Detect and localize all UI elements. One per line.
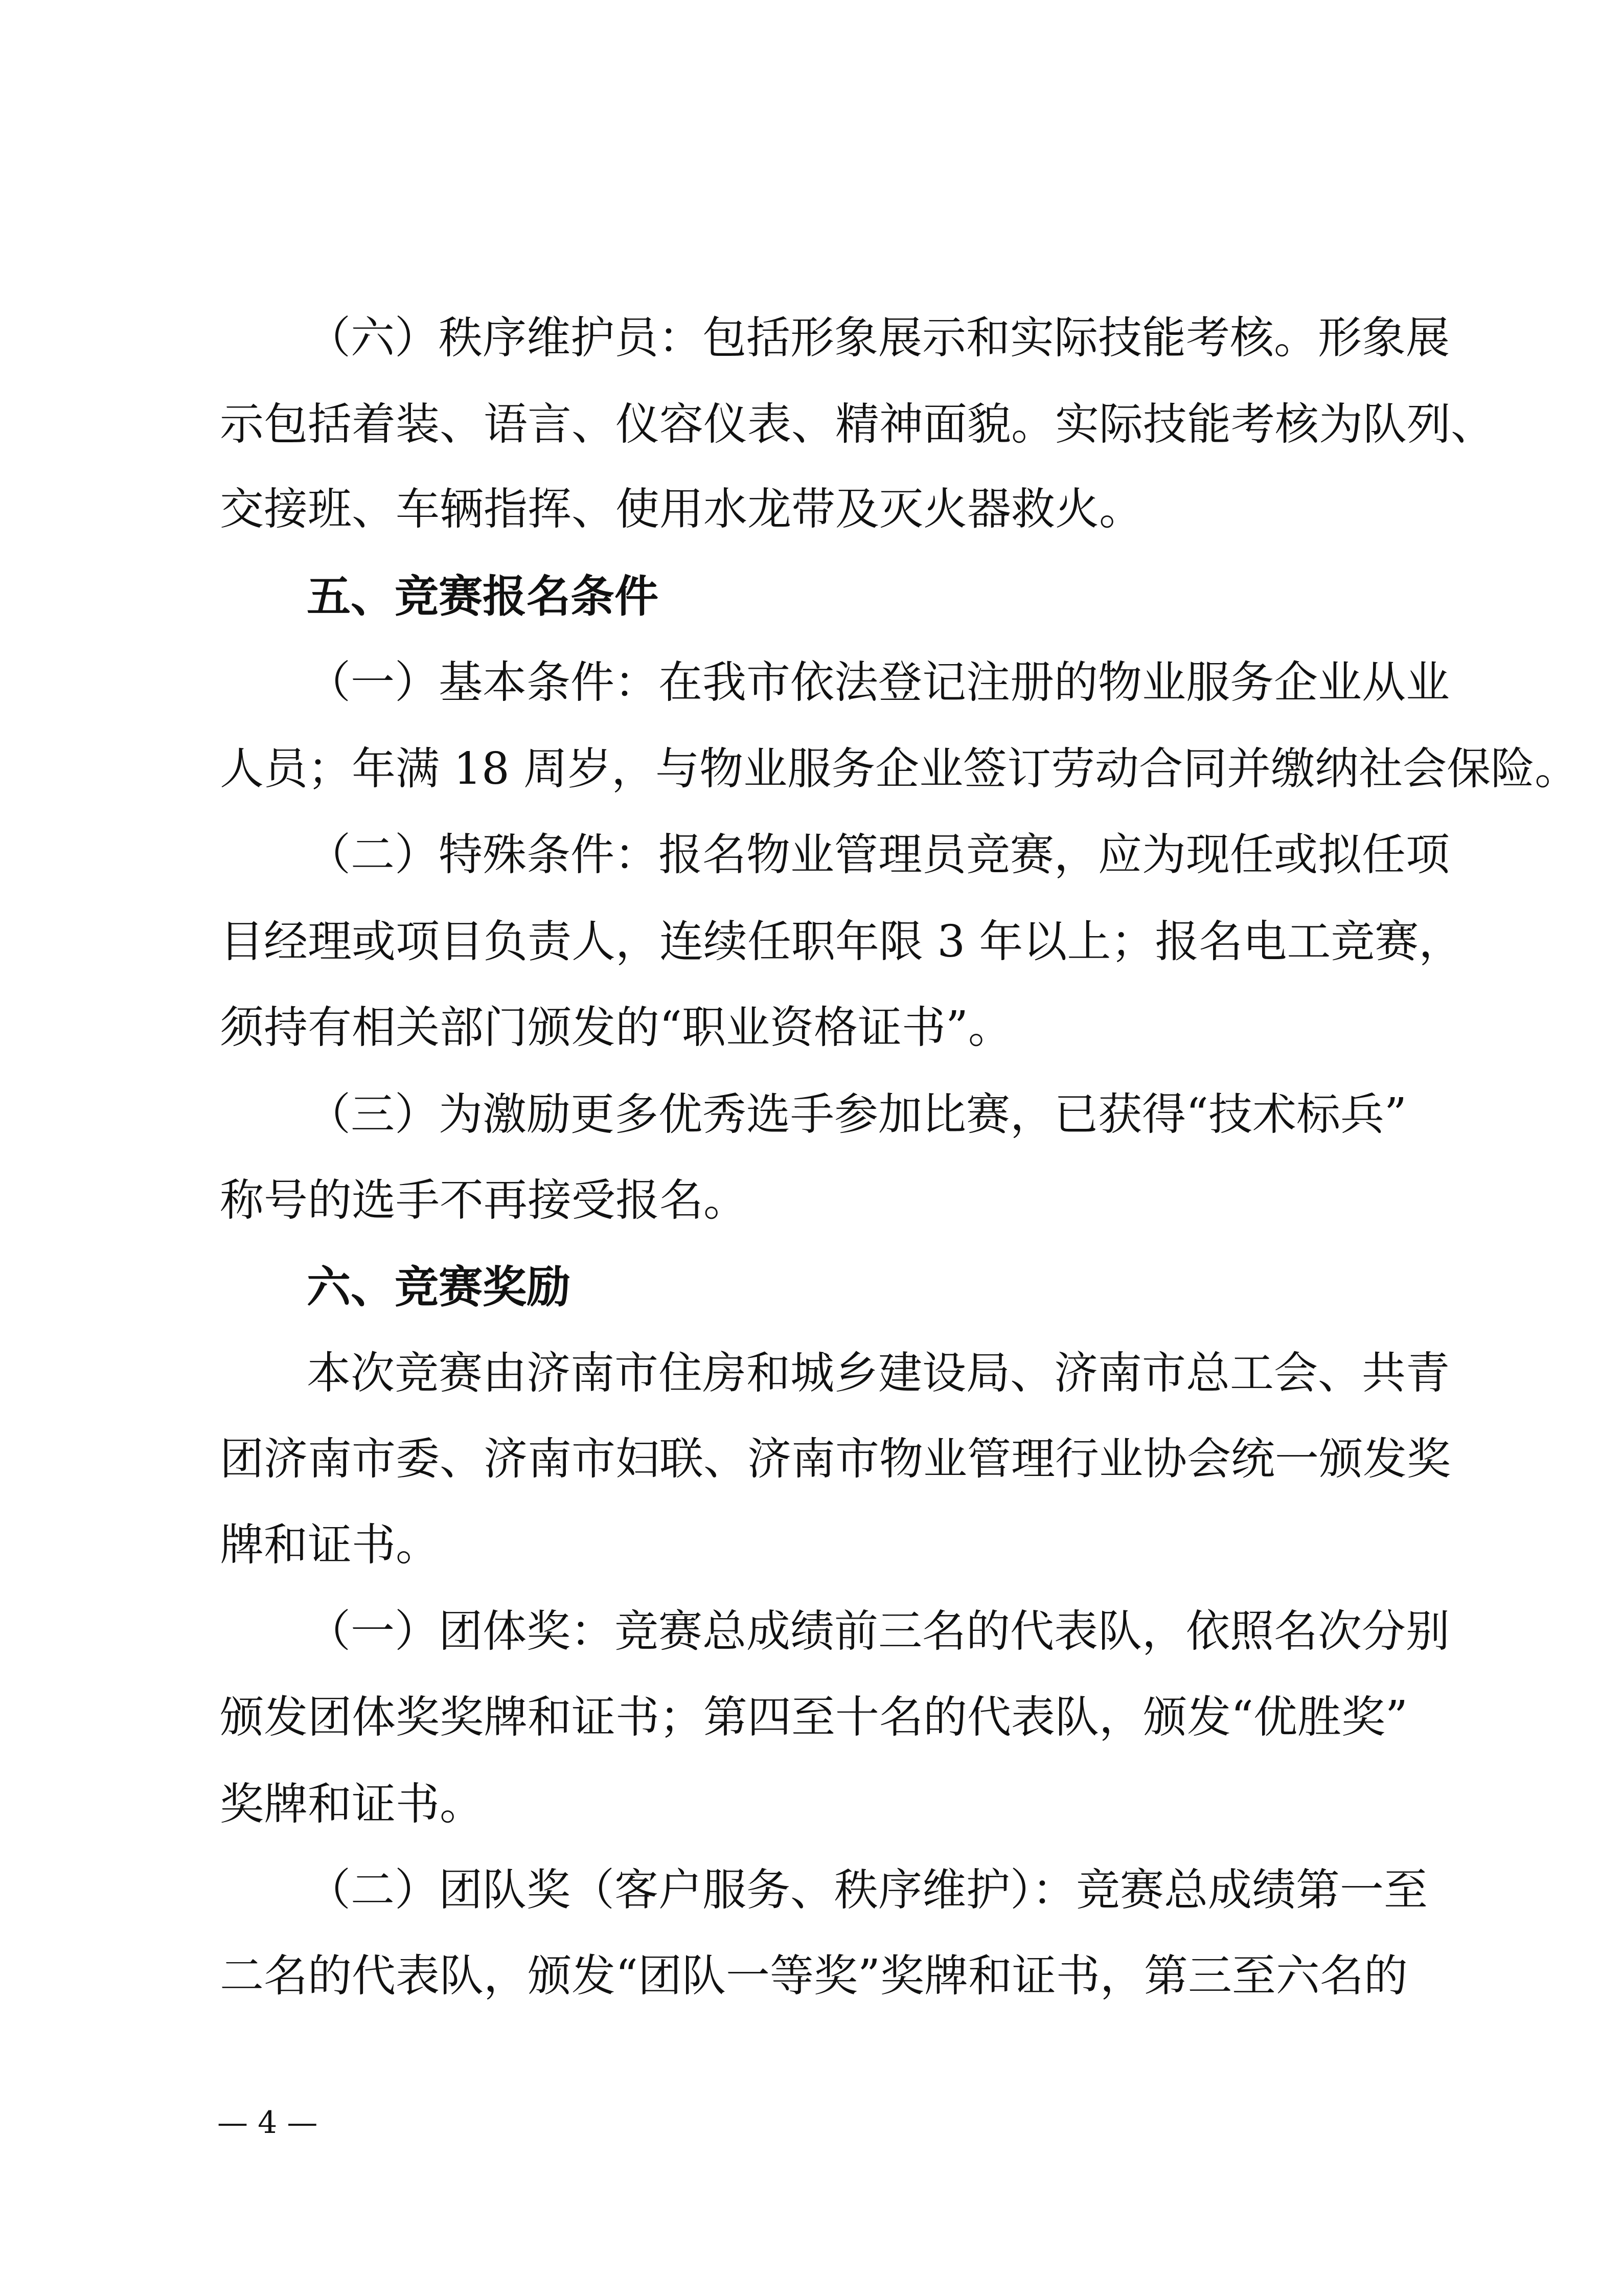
text-line: 二名的代表队，颁发“团队一等奖”奖牌和证书，第三至六名的: [220, 1950, 1408, 2002]
paragraph-group-award: （一）团体奖：竞赛总成绩前三名的代表队，依照名次分别: [307, 1606, 1450, 1657]
text-line: 颁发团体奖奖牌和证书；第四至十名的代表队，颁发“优胜奖”: [220, 1692, 1408, 1743]
paragraph-special-conditions: （二）特殊条件：报名物业管理员竞赛，应为现任或拟任项: [307, 829, 1450, 880]
text-line: 称号的选手不再接受报名。: [220, 1175, 747, 1226]
paragraph-awards-intro: 本次竞赛由济南市住房和城乡建设局、济南市总工会、共青: [307, 1348, 1450, 1399]
text-line: 人员；年满 18 周岁，与物业服务企业签订劳动合同并缴纳社会保险。: [220, 743, 1579, 794]
text-line: 须持有相关部门颁发的“职业资格证书”。: [220, 1002, 1012, 1053]
paragraph-team-award: （二）团队奖（客户服务、秩序维护）：竞赛总成绩第一至: [307, 1865, 1428, 1916]
paragraph-incentive: （三）为激励更多优秀选手参加比赛，已获得“技术标兵”: [307, 1089, 1407, 1140]
paragraph-six-order-maintenance: （六）秩序维护员：包括形象展示和实际技能考核。形象展: [307, 312, 1450, 363]
text-line: 示包括着装、语言、仪容仪表、精神面貌。实际技能考核为队列、: [220, 399, 1495, 450]
text-line: 奖牌和证书。: [220, 1779, 484, 1830]
text-line: 目经理或项目负责人，连续任职年限 3 年以上；报名电工竞赛，: [220, 916, 1463, 967]
page-number: — 4 —: [217, 2105, 318, 2141]
section-heading-registration: 五、竞赛报名条件: [307, 571, 658, 622]
section-heading-awards: 六、竞赛奖励: [307, 1262, 570, 1313]
text-line: 牌和证书。: [220, 1519, 440, 1571]
paragraph-basic-conditions: （一）基本条件：在我市依法登记注册的物业服务企业从业: [307, 657, 1450, 708]
text-line: 团济南市委、济南市妇联、济南市物业管理行业协会统一颁发奖: [220, 1434, 1451, 1485]
text-line: 交接班、车辆指挥、使用水龙带及灭火器救火。: [220, 484, 1143, 535]
